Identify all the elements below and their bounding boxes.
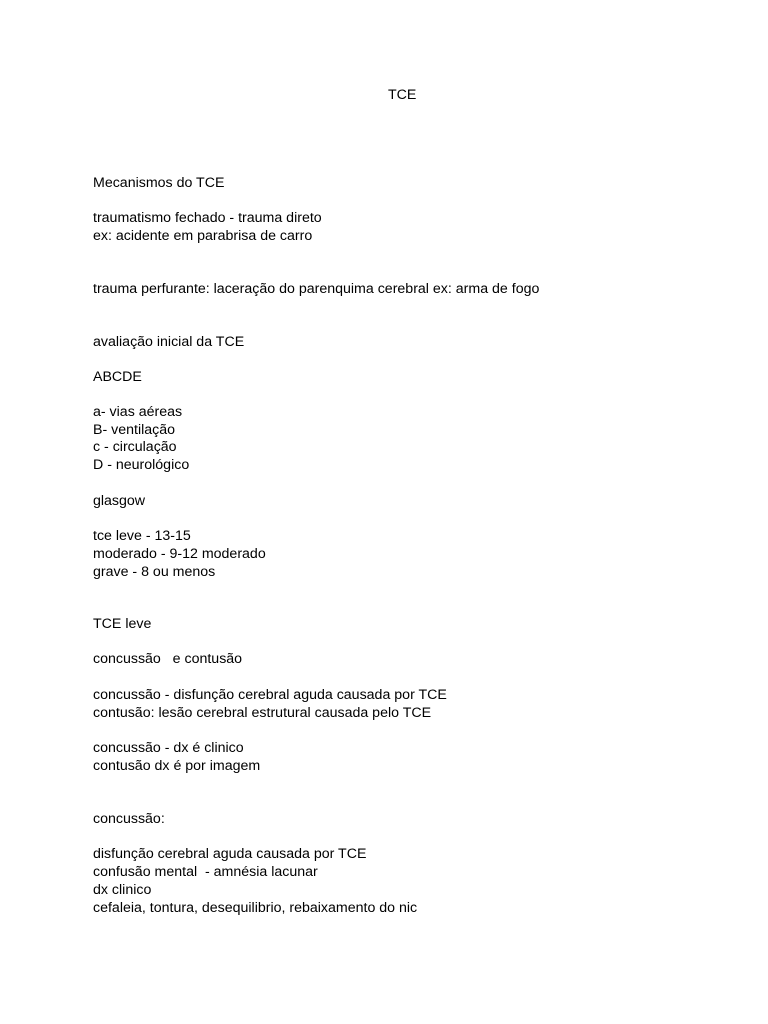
text-line: concussão e contusão xyxy=(93,651,243,667)
section-heading-concussao: concussão: xyxy=(93,811,165,827)
list-item: D - neurológico xyxy=(93,457,190,473)
text-line: confusão mental - amnésia lacunar xyxy=(93,864,318,880)
text-line: contusão dx é por imagem xyxy=(93,758,261,774)
document-title: TCE xyxy=(388,87,417,103)
list-item: B- ventilação xyxy=(93,422,176,438)
section-heading-avaliacao: avaliação inicial da TCE xyxy=(93,334,245,350)
text-line: glasgow xyxy=(93,493,146,509)
text-line: cefaleia, tontura, desequilibrio, rebaixamento do nic xyxy=(93,900,418,916)
text-line: concussão - dx é clinico xyxy=(93,740,244,756)
text-line: ABCDE xyxy=(93,369,142,385)
list-item: moderado - 9-12 moderado xyxy=(93,546,266,562)
list-item: tce leve - 13-15 xyxy=(93,528,191,544)
text-line: contusão: lesão cerebral estrutural causada pelo TCE xyxy=(93,705,432,721)
section-heading-tce-leve: TCE leve xyxy=(93,616,152,632)
text-line: traumatismo fechado - trauma direto xyxy=(93,210,322,226)
list-item: c - circulação xyxy=(93,439,177,455)
section-heading-mecanismos: Mecanismos do TCE xyxy=(93,175,225,191)
text-line: disfunção cerebral aguda causada por TCE xyxy=(93,846,367,862)
list-item: grave - 8 ou menos xyxy=(93,564,216,580)
text-line: ex: acidente em parabrisa de carro xyxy=(93,228,313,244)
text-line: trauma perfurante: laceração do parenquima cerebral ex: arma de fogo xyxy=(93,281,540,297)
list-item: a- vias aéreas xyxy=(93,404,183,420)
text-line: concussão - disfunção cerebral aguda causada por TCE xyxy=(93,687,447,703)
text-line: dx clinico xyxy=(93,882,152,898)
